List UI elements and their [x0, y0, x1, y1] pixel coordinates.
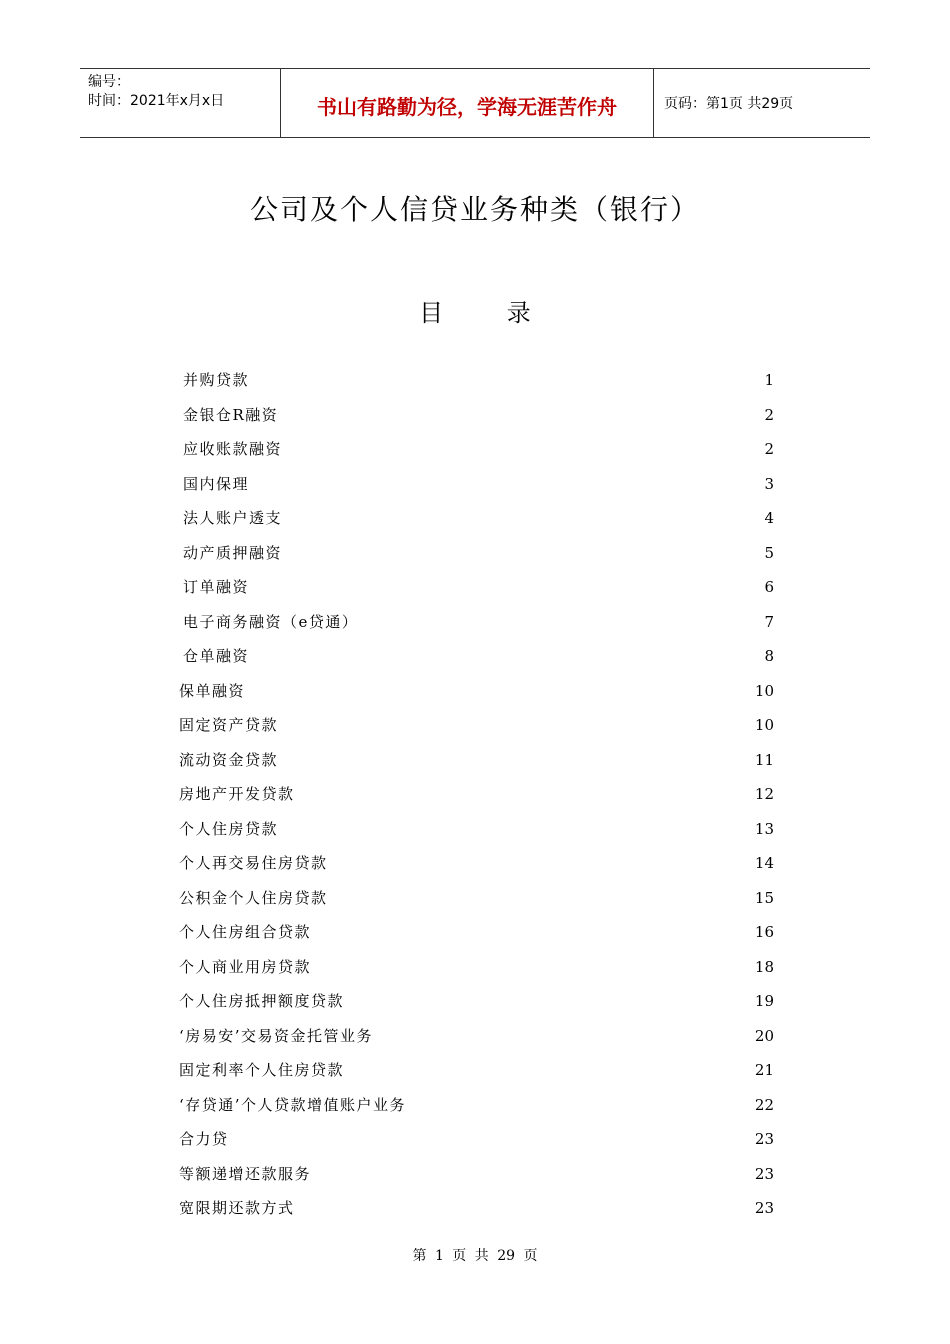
toc-entry[interactable]	[0, 471, 950, 497]
page-footer: 第 1 页 共 29 页	[412, 1248, 538, 1264]
toc-entry-label: 公积金个人住房贷款	[179, 888, 328, 907]
toc-entry[interactable]	[0, 919, 950, 945]
toc-entry-label: 金银仓R融资	[183, 405, 279, 424]
toc-entry-label: 房地产开发贷款	[179, 785, 295, 803]
toc-entry-page: 11	[754, 750, 774, 769]
toc-entry-page: 10	[754, 681, 774, 700]
toc-entry-label: 国内保理	[183, 474, 250, 493]
toc-entry-page: 12	[754, 785, 774, 803]
toc-entry-label: 电子商务融资（e贷通）	[183, 612, 359, 631]
toc-entry[interactable]	[0, 1126, 950, 1152]
toc-entry-page: 2	[764, 440, 774, 458]
toc-entry[interactable]	[0, 885, 950, 911]
toc-entry-page: 23	[754, 1130, 774, 1148]
toc-entry-label: 等额递增还款服务	[179, 1164, 312, 1183]
toc-entry-label: 个人再交易住房贷款	[179, 854, 328, 872]
toc-entry-label: 个人住房组合贷款	[179, 923, 312, 941]
toc-entry-page: 14	[754, 854, 774, 872]
toc-entry-label: 流动资金贷款	[179, 750, 279, 769]
toc-entry-page: 5	[764, 543, 774, 562]
toc-entry-label: 动产质押融资	[183, 543, 283, 562]
toc-entry-label: 仓单融资	[183, 647, 250, 665]
toc-entry-label: 个人住房贷款	[179, 819, 279, 838]
header-meta	[80, 69, 281, 137]
toc-entry-page: 10	[754, 716, 774, 734]
toc-entry[interactable]	[0, 1195, 950, 1221]
toc-entry[interactable]	[0, 678, 950, 704]
toc-entry-page: 3	[764, 474, 774, 493]
toc-entry-page: 18	[754, 957, 774, 976]
number-label: 编号：	[88, 74, 130, 90]
toc-entry[interactable]	[0, 1057, 950, 1083]
toc-entry-page: 15	[754, 888, 774, 907]
toc-entry-label: 法人账户透支	[183, 509, 283, 527]
toc-entry-label: 保单融资	[179, 681, 246, 700]
toc-entry-page: 23	[754, 1199, 774, 1217]
toc-entry-label: 个人商业用房贷款	[179, 957, 312, 976]
toc-entry[interactable]	[0, 1092, 950, 1118]
toc-entry-page: 1	[764, 371, 774, 389]
toc-entry-label: ‘房易安’交易资金托管业务	[179, 1026, 374, 1045]
toc-entry-page: 22	[754, 1095, 774, 1114]
toc-entry-page: 19	[754, 992, 774, 1010]
toc-entry-label: 并购贷款	[183, 371, 250, 389]
toc-entry[interactable]	[0, 747, 950, 773]
toc-entry-page: 23	[754, 1164, 774, 1183]
toc-entry[interactable]	[0, 781, 950, 807]
toc-entry-page: 16	[754, 923, 774, 941]
toc-entry[interactable]	[0, 367, 950, 393]
toc-entry-page: 20	[754, 1026, 774, 1045]
toc-entry[interactable]	[0, 816, 950, 842]
toc-entry-page: 8	[764, 647, 774, 665]
toc-entry[interactable]	[0, 1161, 950, 1187]
toc-entry[interactable]	[0, 643, 950, 669]
toc-entry-label: 宽限期还款方式	[179, 1199, 295, 1217]
toc-entry-page: 7	[764, 612, 774, 631]
document-title: 公司及个人信贷业务种类（银行）	[249, 193, 700, 226]
toc-entry-page: 6	[764, 578, 774, 596]
page-header	[80, 68, 870, 138]
toc-entry-page: 21	[754, 1061, 774, 1079]
toc-entry-label: 合力贷	[179, 1130, 229, 1148]
date-label: 时间：2021年x月x日	[88, 93, 225, 109]
toc-entry[interactable]	[0, 988, 950, 1014]
toc-entry[interactable]	[0, 505, 950, 531]
toc-entry[interactable]	[0, 954, 950, 980]
toc-entry-label: 固定利率个人住房贷款	[179, 1061, 345, 1079]
header-motto: 书山有路勤为径，学海无涯苦作舟	[281, 69, 654, 137]
toc-heading: 目 录	[419, 299, 559, 327]
header-page-info: 页码：第1页 共29页	[664, 96, 794, 112]
toc-entry-label: 应收账款融资	[183, 440, 283, 458]
toc-entry-label: 个人住房抵押额度贷款	[179, 992, 345, 1010]
toc-entry-page: 2	[764, 405, 774, 424]
toc-entry-label: 订单融资	[183, 578, 250, 596]
toc-entry[interactable]	[0, 712, 950, 738]
toc-entry[interactable]	[0, 402, 950, 428]
toc-entry-page: 4	[764, 509, 774, 527]
toc-entry[interactable]	[0, 850, 950, 876]
toc-entry[interactable]	[0, 540, 950, 566]
toc-entry[interactable]	[0, 1023, 950, 1049]
toc-entry[interactable]	[0, 609, 950, 635]
toc-entry[interactable]	[0, 436, 950, 462]
toc-entry[interactable]	[0, 574, 950, 600]
toc-entry-label: ‘存贷通’个人贷款增值账户业务	[179, 1095, 407, 1114]
toc-entry-page: 13	[754, 819, 774, 838]
toc-entry-label: 固定资产贷款	[179, 716, 279, 734]
